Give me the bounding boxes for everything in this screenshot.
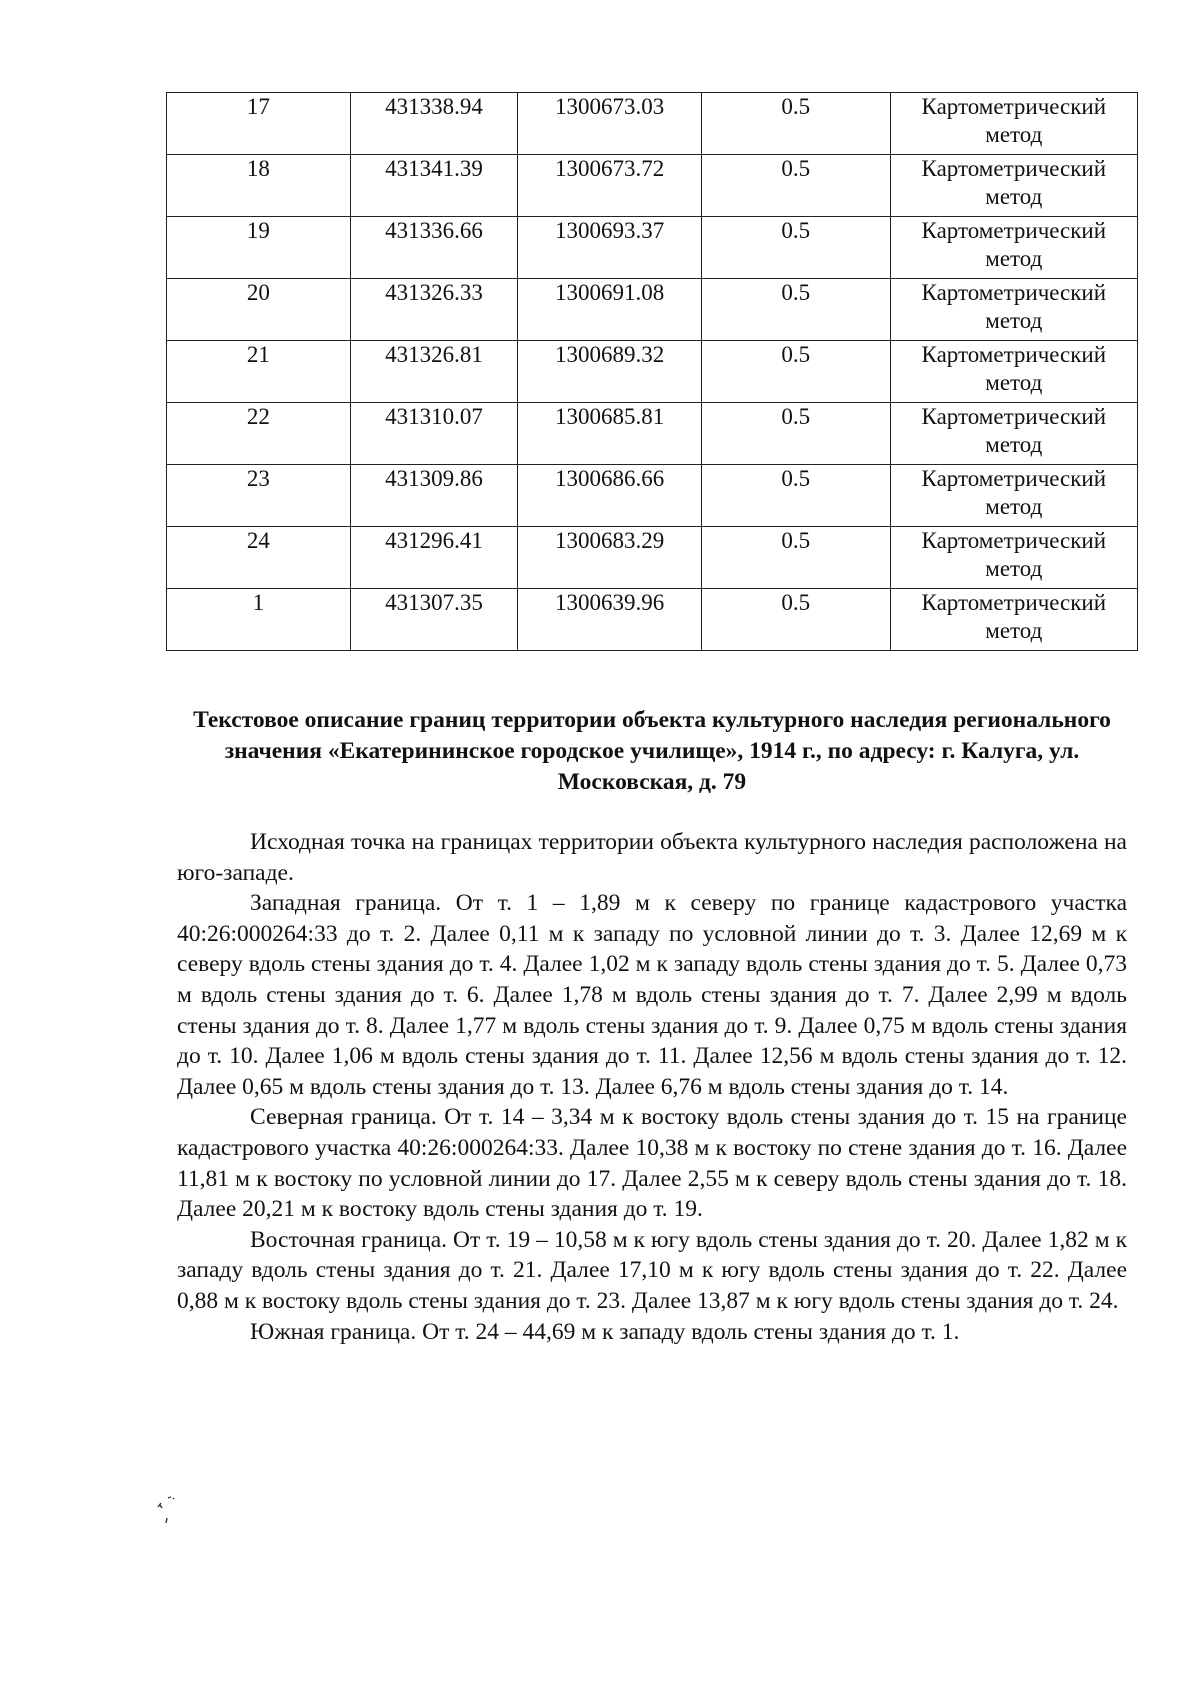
table-row bbox=[167, 589, 1138, 651]
section-title: Текстовое описание границ территории объекта культурного наследия регионального значения «Екатерининское городское училище», 1914 г., по адресу: г. Калуга, ул. Московская, д. 79 bbox=[193, 707, 1111, 795]
method-cell: Картометрический метод bbox=[890, 527, 1137, 589]
point-number-cell: 22 bbox=[167, 403, 351, 465]
method-cell: Картометрический метод bbox=[890, 93, 1137, 155]
x-coordinate-cell: 431307.35 bbox=[350, 589, 518, 651]
accuracy-cell: 0.5 bbox=[701, 465, 890, 527]
y-coordinate-cell: 1300683.29 bbox=[518, 527, 702, 589]
table-row bbox=[167, 279, 1138, 341]
accuracy-cell: 0.5 bbox=[701, 403, 890, 465]
method-cell: Картометрический метод bbox=[890, 279, 1137, 341]
boundary-description bbox=[177, 827, 1127, 1347]
x-coordinate-cell: 431310.07 bbox=[350, 403, 518, 465]
method-cell: Картометрический метод bbox=[890, 589, 1137, 651]
point-number-cell: 17 bbox=[167, 93, 351, 155]
method-cell: Картометрический метод bbox=[890, 155, 1137, 217]
table-row bbox=[167, 527, 1138, 589]
table-row bbox=[167, 341, 1138, 403]
point-number-cell: 23 bbox=[167, 465, 351, 527]
method-cell: Картометрический метод bbox=[890, 341, 1137, 403]
y-coordinate-cell: 1300685.81 bbox=[518, 403, 702, 465]
x-coordinate-cell: 431326.33 bbox=[350, 279, 518, 341]
table-row bbox=[167, 465, 1138, 527]
method-cell: Картометрический метод bbox=[890, 403, 1137, 465]
y-coordinate-cell: 1300691.08 bbox=[518, 279, 702, 341]
accuracy-cell: 0.5 bbox=[701, 155, 890, 217]
accuracy-cell: 0.5 bbox=[701, 589, 890, 651]
point-number-cell: 21 bbox=[167, 341, 351, 403]
accuracy-cell: 0.5 bbox=[701, 341, 890, 403]
point-number-cell: 24 bbox=[167, 527, 351, 589]
x-coordinate-cell: 431326.81 bbox=[350, 341, 518, 403]
accuracy-cell: 0.5 bbox=[701, 279, 890, 341]
scan-specks bbox=[156, 1495, 186, 1525]
point-number-cell: 1 bbox=[167, 589, 351, 651]
paragraph-east-boundary: Восточная граница. От т. 19 – 10,58 м к югу вдоль стены здания до т. 20. Далее 1,82 м к западу вдоль стены здания до т. 21. Далее 17,10 м к югу вдоль стены здания до т. 22. Далее 0,88 м к востоку вдоль стены здания до т. 23. Далее 13,87 м к югу вдоль стены здания до т. 24. bbox=[177, 1226, 1127, 1314]
y-coordinate-cell: 1300673.72 bbox=[518, 155, 702, 217]
accuracy-cell: 0.5 bbox=[701, 93, 890, 155]
y-coordinate-cell: 1300639.96 bbox=[518, 589, 702, 651]
x-coordinate-cell: 431336.66 bbox=[350, 217, 518, 279]
accuracy-cell: 0.5 bbox=[701, 217, 890, 279]
coordinates-table bbox=[166, 92, 1138, 651]
method-cell: Картометрический метод bbox=[890, 217, 1137, 279]
table-row bbox=[167, 403, 1138, 465]
paragraph-north-boundary: Северная граница. От т. 14 – 3,34 м к востоку вдоль стены здания до т. 15 на границе кадастрового участка 40:26:000264:33. Далее 10,38 м к востоку по стене здания до т. 16. Далее 11,81 м к востоку по условной линии до 17. Далее 2,55 м к северу вдоль стены здания до т. 18. Далее 20,21 м к востоку вдоль стены здания до т. 19. bbox=[177, 1104, 1127, 1223]
y-coordinate-cell: 1300689.32 bbox=[518, 341, 702, 403]
paragraph-south-boundary: Южная граница. От т. 24 – 44,69 м к западу вдоль стены здания до т. 1. bbox=[250, 1318, 960, 1345]
point-number-cell: 20 bbox=[167, 279, 351, 341]
method-cell: Картометрический метод bbox=[890, 465, 1137, 527]
x-coordinate-cell: 431338.94 bbox=[350, 93, 518, 155]
paragraph-start-point: Исходная точка на границах территории объекта культурного наследия расположена на юго-западе. bbox=[177, 829, 1127, 886]
y-coordinate-cell: 1300686.66 bbox=[518, 465, 702, 527]
x-coordinate-cell: 431309.86 bbox=[350, 465, 518, 527]
point-number-cell: 18 bbox=[167, 155, 351, 217]
accuracy-cell: 0.5 bbox=[701, 527, 890, 589]
y-coordinate-cell: 1300693.37 bbox=[518, 217, 702, 279]
paragraph-west-boundary: Западная граница. От т. 1 – 1,89 м к северу по границе кадастрового участка 40:26:000264:33 до т. 2. Далее 0,11 м к западу по условной линии до т. 3. Далее 12,69 м к северу вдоль стены здания до т. 4. Далее 1,02 м к западу вдоль стены здания до т. 5. Далее 0,73 м вдоль стены здания до т. 6. Далее 1,78 м вдоль стены здания до т. 7. Далее 2,99 м вдоль стены здания до т. 8. Далее 1,77 м вдоль стены здания до т. 9. Далее 0,75 м вдоль стены здания до т. 10. Далее 1,06 м вдоль стены здания до т. 11. Далее 12,56 м вдоль стены здания до т. 12. Далее 0,65 м вдоль стены здания до т. 13. Далее 6,76 м вдоль стены здания до т. 14. bbox=[177, 890, 1127, 1100]
point-number-cell: 19 bbox=[167, 217, 351, 279]
table-row bbox=[167, 217, 1138, 279]
x-coordinate-cell: 431296.41 bbox=[350, 527, 518, 589]
y-coordinate-cell: 1300673.03 bbox=[518, 93, 702, 155]
x-coordinate-cell: 431341.39 bbox=[350, 155, 518, 217]
table-row bbox=[167, 93, 1138, 155]
table-row bbox=[167, 155, 1138, 217]
